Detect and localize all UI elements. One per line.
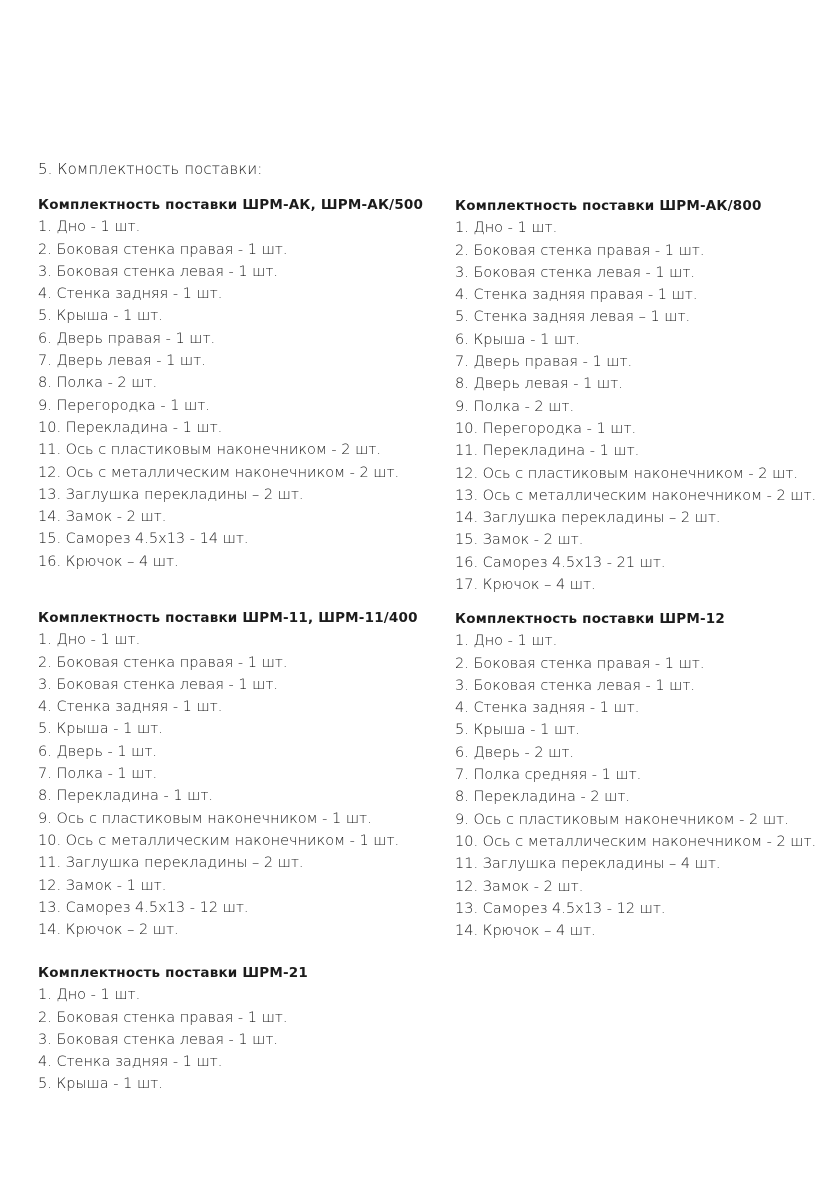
list-item: 15. Замок - 2 шт. — [455, 532, 584, 549]
list-item: 13. Саморез 4.5х13 - 12 шт. — [38, 899, 249, 916]
list-item: 3. Боковая стенка левая - 1 шт. — [38, 1031, 279, 1048]
list-item: 9. Полка - 2 шт. — [455, 398, 575, 415]
delivery-set-shrm-ak-800 — [455, 195, 816, 596]
list-item: 1. Дно - 1 шт. — [38, 219, 141, 236]
list-item: 6. Крыша - 1 шт. — [455, 331, 580, 348]
list-item: 2. Боковая стенка правая - 1 шт. — [455, 655, 705, 672]
list-item: 3. Боковая стенка левая - 1 шт. — [455, 264, 696, 281]
list-item: 10. Ось с металлическим наконечником - 1 шт. — [38, 832, 400, 849]
list-item: 8. Перекладина - 1 шт. — [38, 788, 214, 805]
list-item: 1. Дно - 1 шт. — [455, 220, 558, 237]
block-title: Комплектность поставки ШРМ-12 — [455, 611, 725, 627]
list-item: 4. Стенка задняя - 1 шт. — [455, 700, 640, 717]
list-item: 5. Крыша - 1 шт. — [38, 721, 163, 738]
delivery-set-shrm-ak — [38, 194, 423, 573]
item-list — [455, 217, 816, 596]
list-item: 14. Крючок – 2 шт. — [38, 922, 179, 939]
list-item: 14. Крючок – 4 шт. — [455, 923, 596, 940]
list-item: 9. Перегородка - 1 шт. — [38, 397, 210, 414]
list-item: 2. Боковая стенка правая - 1 шт. — [38, 241, 288, 258]
list-item: 3. Боковая стенка левая - 1 шт. — [38, 263, 279, 280]
block-title: Комплектность поставки ШРМ-АК/800 — [455, 198, 762, 214]
list-item: 6. Дверь правая - 1 шт. — [38, 330, 216, 347]
list-item: 2. Боковая стенка правая - 1 шт. — [38, 1009, 288, 1026]
list-item: 4. Стенка задняя - 1 шт. — [38, 699, 223, 716]
list-item: 8. Полка - 2 шт. — [38, 375, 158, 392]
list-item: 1. Дно - 1 шт. — [38, 987, 141, 1004]
delivery-set-shrm-11 — [38, 607, 418, 941]
list-item: 13. Заглушка перекладины – 2 шт. — [38, 486, 304, 503]
list-item: 9. Ось с пластиковым наконечником - 2 шт. — [455, 811, 789, 828]
list-item: 11. Заглушка перекладины – 2 шт. — [38, 855, 304, 872]
list-item: 11. Заглушка перекладины – 4 шт. — [455, 856, 721, 873]
list-item: 14. Замок - 2 шт. — [38, 509, 167, 526]
list-item: 4. Стенка задняя - 1 шт. — [38, 286, 223, 303]
list-item: 12. Ось с металлическим наконечником - 2 шт. — [38, 464, 400, 481]
list-item: 7. Полка средняя - 1 шт. — [455, 767, 642, 784]
list-item: 7. Полка - 1 шт. — [38, 766, 158, 783]
list-item: 16. Саморез 4.5х13 - 21 шт. — [455, 554, 666, 571]
list-item: 8. Перекладина - 2 шт. — [455, 789, 631, 806]
list-item: 12. Замок - 2 шт. — [455, 878, 584, 895]
list-item: 4. Стенка задняя - 1 шт. — [38, 1054, 223, 1071]
list-item: 6. Дверь - 1 шт. — [38, 743, 158, 760]
list-item: 15. Саморез 4.5х13 - 14 шт. — [38, 531, 249, 548]
delivery-set-shrm-12 — [455, 608, 816, 942]
list-item: 2. Боковая стенка правая - 1 шт. — [38, 654, 288, 671]
list-item: 9. Ось с пластиковым наконечником - 1 шт. — [38, 810, 372, 827]
list-item: 1. Дно - 1 шт. — [38, 632, 141, 649]
list-item: 13. Ось с металлическим наконечником - 2 шт. — [455, 487, 817, 504]
list-item: 8. Дверь левая - 1 шт. — [455, 376, 623, 393]
list-item: 11. Ось с пластиковым наконечником - 2 шт. — [38, 442, 381, 459]
list-item: 10. Ось с металлическим наконечником - 2 шт. — [455, 833, 817, 850]
list-item: 6. Дверь - 2 шт. — [455, 744, 575, 761]
delivery-set-shrm-21 — [38, 962, 308, 1096]
list-item: 5. Стенка задняя левая – 1 шт. — [455, 309, 691, 326]
block-title: Комплектность поставки ШРМ-АК, ШРМ-АК/500 — [38, 197, 424, 213]
block-title: Комплектность поставки ШРМ-21 — [38, 965, 308, 981]
list-item: 13. Саморез 4.5х13 - 12 шт. — [455, 900, 666, 917]
list-item: 11. Перекладина - 1 шт. — [455, 443, 640, 460]
list-item: 17. Крючок – 4 шт. — [455, 577, 596, 594]
list-item: 12. Замок - 1 шт. — [38, 877, 167, 894]
list-item: 16. Крючок – 4 шт. — [38, 553, 179, 570]
block-title: Комплектность поставки ШРМ-11, ШРМ-11/400 — [38, 610, 418, 626]
list-item: 2. Боковая стенка правая - 1 шт. — [455, 242, 705, 259]
list-item: 4. Стенка задняя правая - 1 шт. — [455, 287, 698, 304]
list-item: 5. Крыша - 1 шт. — [455, 722, 580, 739]
list-item: 12. Ось с пластиковым наконечником - 2 шт. — [455, 465, 798, 482]
list-item: 10. Перегородка - 1 шт. — [455, 420, 637, 437]
item-list — [38, 216, 423, 573]
item-list — [38, 984, 308, 1095]
section-title: 5. Комплектность поставки: — [38, 160, 263, 178]
list-item: 5. Крыша - 1 шт. — [38, 1076, 163, 1093]
list-item: 10. Перекладина - 1 шт. — [38, 419, 223, 436]
list-item: 3. Боковая стенка левая - 1 шт. — [38, 676, 279, 693]
list-item: 1. Дно - 1 шт. — [455, 633, 558, 650]
list-item: 7. Дверь правая - 1 шт. — [455, 354, 633, 371]
list-item: 5. Крыша - 1 шт. — [38, 308, 163, 325]
item-list — [455, 630, 816, 942]
list-item: 3. Боковая стенка левая - 1 шт. — [455, 677, 696, 694]
list-item: 7. Дверь левая - 1 шт. — [38, 353, 206, 370]
list-item: 14. Заглушка перекладины – 2 шт. — [455, 510, 721, 527]
item-list — [38, 629, 418, 941]
